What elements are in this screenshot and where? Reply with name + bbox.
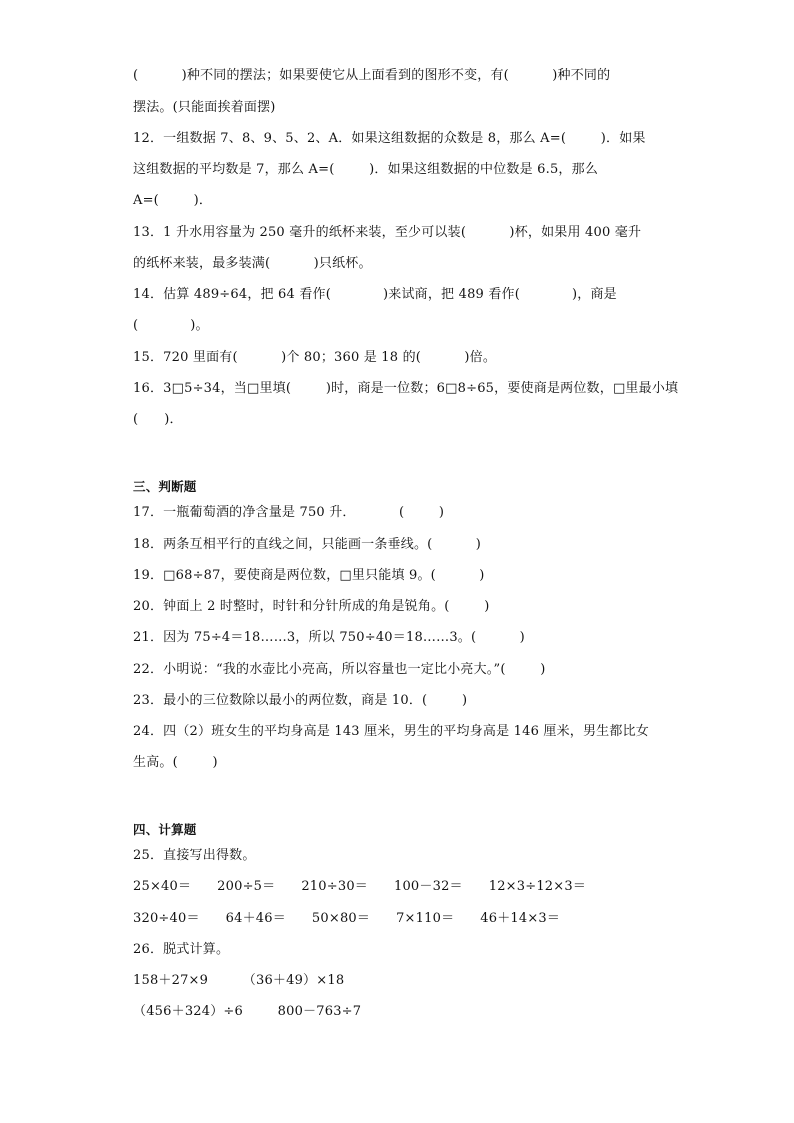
section-calculation-title: 四、计算题 <box>133 822 197 837</box>
q26-line: 26．脱式计算。 <box>133 942 230 957</box>
q16-line2: ( )． <box>133 412 183 427</box>
q25-row1: 25×40＝ 200÷5＝ 210÷30＝ 100－32＝ 12×3÷12×3＝ <box>133 879 587 894</box>
q19-line: 19．□68÷87，要使商是两位数，□里只能填 9。( ) <box>133 568 485 583</box>
q16-line1: 16．3□5÷34，当□里填( )时，商是一位数；6□8÷65，要使商是两位数，□里最小填 <box>133 381 679 396</box>
q13-line1: 13．1 升水用容量为 250 毫升的纸杯来装，至少可以装( )杯，如果用 400 毫升 <box>133 225 642 240</box>
q12-line1: 12．一组数据 7、8、9、5、2、A．如果这组数据的众数是 8，那么 A=( )．如果 <box>133 131 646 146</box>
q24-line2: 生高。( ) <box>133 755 218 770</box>
q20-line: 20．钟面上 2 时整时，时针和分针所成的角是锐角。( ) <box>133 599 490 614</box>
q23-line: 23．最小的三位数除以最小的两位数，商是 10．( ) <box>133 693 468 708</box>
q12-line3: A=( )． <box>133 193 213 208</box>
q26-row1: 158＋27×9 （36＋49）×18 <box>133 973 345 988</box>
q18-line: 18．两条互相平行的直线之间，只能画一条垂线。( ) <box>133 537 482 552</box>
q17-line: 17．一瓶葡萄酒的净含量是 750 升． ( ) <box>133 505 445 520</box>
q15-line: 15．720 里面有( )个 80；360 是 18 的( )倍。 <box>133 350 497 365</box>
q12-line2: 这组数据的平均数是 7，那么 A=( )．如果这组数据的中位数是 6.5，那么 <box>133 162 599 177</box>
section-judgement-title: 三、判断题 <box>133 479 197 494</box>
q13-line2: 的纸杯来装，最多装满( )只纸杯。 <box>133 256 372 271</box>
q11-continued-line1: ( )种不同的摆法；如果要使它从上面看到的图形不变，有( )种不同的 <box>133 68 611 83</box>
q22-line: 22．小明说：“我的水壶比小亮高，所以容量也一定比小亮大。”( ) <box>133 662 546 677</box>
q11-continued-line2: 摆法。(只能面挨着面摆) <box>133 100 276 115</box>
q26-row2: （456＋324）÷6 800－763÷7 <box>133 1004 362 1019</box>
q24-line1: 24．四（2）班女生的平均身高是 143 厘米，男生的平均身高是 146 厘米，男生都比女 <box>133 724 649 739</box>
q21-line: 21．因为 75÷4＝18……3，所以 750÷40＝18……3。( ) <box>133 630 525 645</box>
q14-line1: 14．估算 489÷64，把 64 看作( )来试商，把 489 看作( )，商是 <box>133 287 617 302</box>
q25-row2: 320÷40＝ 64＋46＝ 50×80＝ 7×110＝ 46＋14×3＝ <box>133 911 561 926</box>
q25-line: 25．直接写出得数。 <box>133 848 256 863</box>
q14-line2: ( )。 <box>133 318 209 333</box>
